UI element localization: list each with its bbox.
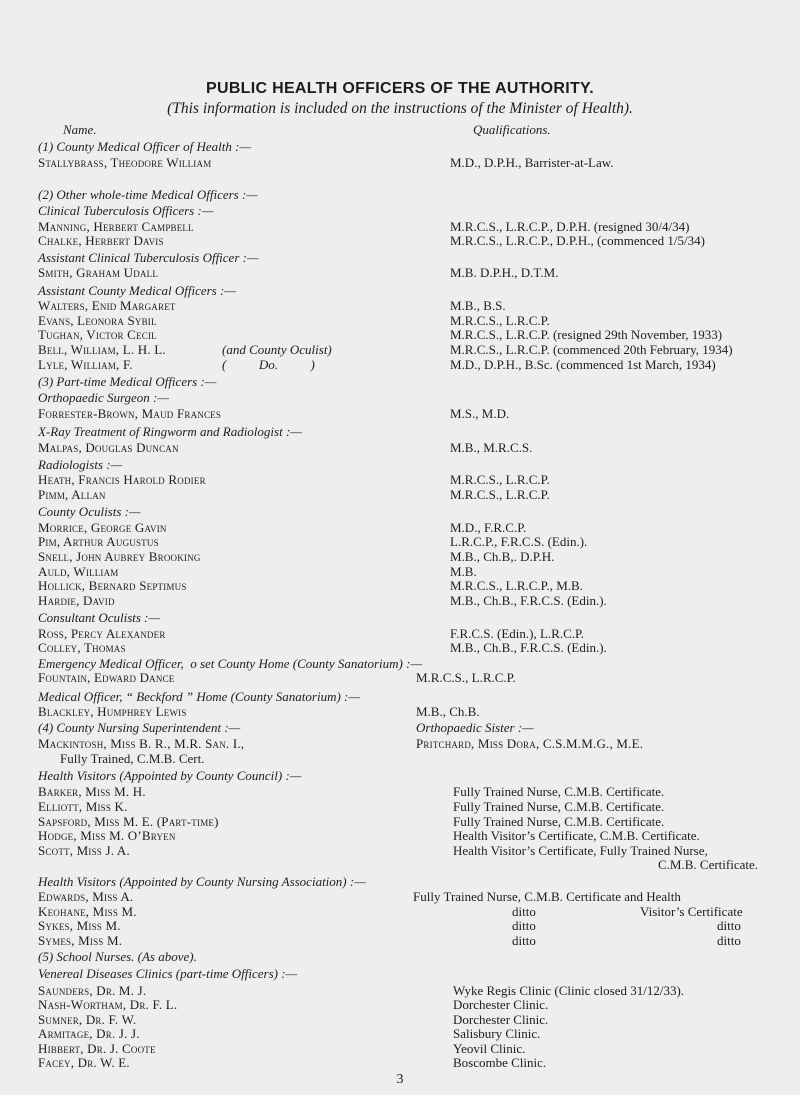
qualification-entry: M.R.C.S., L.R.C.P. [416, 670, 516, 686]
column-header-qualifications: Qualifications. [473, 122, 551, 138]
name-entry: Sapsford, Miss M. E. (Part-time) [38, 813, 219, 829]
name-entry: Nash-Wortham, Dr. F. L. [38, 997, 178, 1013]
name-entry: Hodge, Miss M. O’Bryen [38, 828, 176, 844]
subheading-consultant-oculists: Consultant Oculists :— [38, 610, 161, 626]
name-entry: Sykes, Miss M. [38, 918, 121, 934]
qualification-entry: M.R.C.S., L.R.C.P., M.B. [450, 578, 583, 594]
qualification-entry: M.R.C.S., L.R.C.P., D.P.H., (commenced 1/5/34) [450, 233, 705, 249]
name-entry: Hardie, David [38, 592, 115, 608]
qualification-entry: Dorchester Clinic. [453, 1011, 549, 1027]
name-entry: Smith, Graham Udall [38, 265, 159, 281]
name-entry: Bell, William, L. H. L. [38, 342, 166, 357]
qualification-entry: Health Visitor’s Certificate, Fully Trained Nurse, [453, 842, 708, 858]
qualification-entry: Dorchester Clinic. [453, 997, 549, 1013]
ditto-mark: ditto [717, 932, 741, 948]
section-4-heading: (4) County Nursing Superintendent :— [38, 720, 241, 736]
qualification-entry: M.D., F.R.C.P. [450, 519, 527, 535]
subheading-xray: X-Ray Treatment of Ringworm and Radiologist :— [38, 424, 302, 440]
qualification-entry: M.B., Ch.B. [416, 704, 480, 720]
name-entry: Lyle, William, F. [38, 356, 133, 372]
qualification-entry: Fully Trained Nurse, C.M.B. Certificate. [453, 798, 665, 814]
qualification-entry: M.B., Ch.B., F.R.C.S. (Edin.). [450, 640, 607, 656]
qualification-entry: M.R.C.S., L.R.C.P. (resigned 29th November, 1933) [450, 327, 723, 343]
name-entry: Walters, Enid Margaret [38, 298, 176, 314]
name-entry: Manning, Herbert Campbell [38, 218, 194, 234]
name-entry: Mackintosh, Miss B. R., M.R. San. I., [38, 735, 245, 751]
subheading-county-oculists: County Oculists :— [38, 504, 141, 520]
name-entry: Saunders, Dr. M. J. [38, 982, 147, 998]
name-entry: Morrice, George Gavin [38, 519, 167, 535]
name-entry: Edwards, Miss A. [38, 889, 134, 905]
ditto-mark: ditto [512, 918, 536, 934]
subheading-orthopaedic-sister: Orthopaedic Sister :— [416, 720, 534, 736]
section-2-heading: (2) Other whole-time Medical Officers :— [38, 186, 258, 202]
qualification-entry: M.R.C.S., L.R.C.P. (commenced 20th February, 1934) [450, 342, 733, 357]
qualification-entry: F.R.C.S. (Edin.), L.R.C.P. [450, 625, 585, 641]
name-note: ( Do. ) [222, 356, 315, 372]
name-entry: Tughan, Victor Cecil [38, 327, 157, 343]
qualification-entry: Yeovil Clinic. [453, 1040, 526, 1056]
subheading-venereal-clinics: Venereal Diseases Clinics (part-time Officers) :— [38, 965, 298, 981]
name-entry: Pim, Arthur Augustus [38, 534, 159, 550]
qualification-entry: M.D., D.P.H., Barrister-at-Law. [450, 155, 614, 171]
name-entry: Armitage, Dr. J. J. [38, 1026, 140, 1042]
qualification-entry-continued: C.M.B. Certificate. [658, 857, 759, 873]
name-entry: Keohane, Miss M. [38, 903, 137, 919]
name-entry: Stallybrass, Theodore William [38, 155, 212, 171]
name-entry: Ross, Percy Alexander [38, 625, 166, 641]
qualification-entry: M.R.C.S., L.R.C.P. [450, 487, 550, 502]
subheading-health-visitors-na: Health Visitors (Appointed by County Nursing Association) :— [38, 873, 366, 889]
page-title: PUBLIC HEALTH OFFICERS OF THE AUTHORITY. [206, 80, 594, 98]
qualification-entry: Fully Trained Nurse, C.M.B. Certificate. [453, 813, 665, 829]
name-entry: Pimm, Allan [38, 487, 106, 502]
name-entry: Evans, Leonora Sybil [38, 312, 157, 328]
qualification-entry: Wyke Regis Clinic (Clinic closed 31/12/33). [453, 982, 685, 998]
ditto-mark: ditto [512, 932, 536, 948]
name-entry: Sumner, Dr. F. W. [38, 1011, 137, 1027]
name-entry: Blackley, Humphrey Lewis [38, 704, 187, 720]
qualification-entry: M.B., Ch.B., F.R.C.S. (Edin.). [450, 592, 607, 608]
qualification-entry: M.D., D.P.H., B.Sc. (commenced 1st March, 1934) [450, 356, 716, 372]
name-entry: Colley, Thomas [38, 640, 126, 656]
qualification-entry: Health Visitor’s Certificate, C.M.B. Certificate. [453, 828, 700, 844]
qualification-entry: M.R.C.S., L.R.C.P. [450, 312, 550, 328]
name-entry: Fountain, Edward Dance [38, 670, 175, 686]
name-entry: Hollick, Bernard Septimus [38, 578, 187, 594]
page-number: 3 [396, 1071, 404, 1087]
section-1-heading: (1) County Medical Officer of Health :— [38, 138, 252, 154]
name-entry: Elliott, Miss K. [38, 798, 128, 814]
name-entry: Scott, Miss J. A. [38, 842, 130, 858]
name-entry: Auld, William [38, 563, 119, 579]
qualification-entry: M.R.C.S., L.R.C.P. [450, 472, 550, 488]
subheading-health-visitors-cc: Health Visitors (Appointed by County Council) :— [38, 767, 302, 783]
section-5-heading: (5) School Nurses. (As above). [38, 949, 197, 965]
name-entry: Forrester-Brown, Maud Frances [38, 405, 222, 421]
qualification-entry: Salisbury Clinic. [453, 1026, 541, 1042]
qualification-entry: Boscombe Clinic. [453, 1055, 547, 1071]
subheading-emergency-officer: Emergency Medical Officer, o set County Home (County Sanatorium) :— [38, 655, 423, 671]
subheading-beckford-home: Medical Officer, “ Beckford ” Home (County Sanatorium) :— [38, 688, 360, 704]
name-entry: Chalke, Herbert Davis [38, 233, 164, 249]
name-entry: Pritchard, Miss Dora, C.S.M.M.G., M.E. [416, 735, 644, 751]
name-entry: Snell, John Aubrey Brooking [38, 549, 201, 565]
name-entry: Facey, Dr. W. E. [38, 1055, 130, 1071]
qualification-entry: M.B. D.P.H., D.T.M. [450, 265, 559, 281]
subheading-assistant-clinical-tb: Assistant Clinical Tuberculosis Officer :— [38, 249, 259, 265]
qualification-entry: L.R.C.P., F.R.C.S. (Edin.). [450, 534, 588, 550]
qualification-entry: M.B. [450, 563, 477, 579]
name-entry-continued: Fully Trained, C.M.B. Cert. [60, 750, 205, 766]
page-subtitle: (This information is included on the instructions of the Minister of Health). [167, 100, 633, 118]
ditto-mark: ditto [512, 903, 536, 919]
name-entry: Symes, Miss M. [38, 932, 123, 948]
qualification-entry: Fully Trained Nurse, C.M.B. Certificate. [453, 784, 665, 800]
subheading-clinical-tb: Clinical Tuberculosis Officers :— [38, 203, 214, 219]
name-entry: Malpas, Douglas Duncan [38, 439, 179, 455]
column-header-name: Name. [63, 122, 97, 138]
name-entry: Barker, Miss M. H. [38, 784, 146, 800]
qualification-entry: M.S., M.D. [450, 405, 510, 421]
name-entry: Hibbert, Dr. J. Coote [38, 1040, 156, 1056]
section-3-heading: (3) Part-time Medical Officers :— [38, 373, 217, 389]
subheading-assistant-cmo: Assistant County Medical Officers :— [38, 282, 236, 298]
subheading-orthopaedic-surgeon: Orthopaedic Surgeon :— [38, 390, 169, 406]
qualification-entry: Fully Trained Nurse, C.M.B. Certificate and Health [413, 889, 681, 905]
name-note: (and County Oculist) [222, 342, 332, 357]
ditto-mark: ditto [717, 918, 741, 934]
qualification-entry-continued: Visitor’s Certificate [640, 903, 743, 919]
qualification-entry: M.R.C.S., L.R.C.P., D.P.H. (resigned 30/4/34) [450, 218, 690, 234]
subheading-radiologists: Radiologists :— [38, 456, 123, 472]
qualification-entry: M.B., M.R.C.S. [450, 439, 533, 455]
name-entry: Heath, Francis Harold Rodier [38, 472, 206, 488]
qualification-entry: M.B., Ch.B,. D.P.H. [450, 549, 555, 565]
qualification-entry: M.B., B.S. [450, 298, 506, 314]
